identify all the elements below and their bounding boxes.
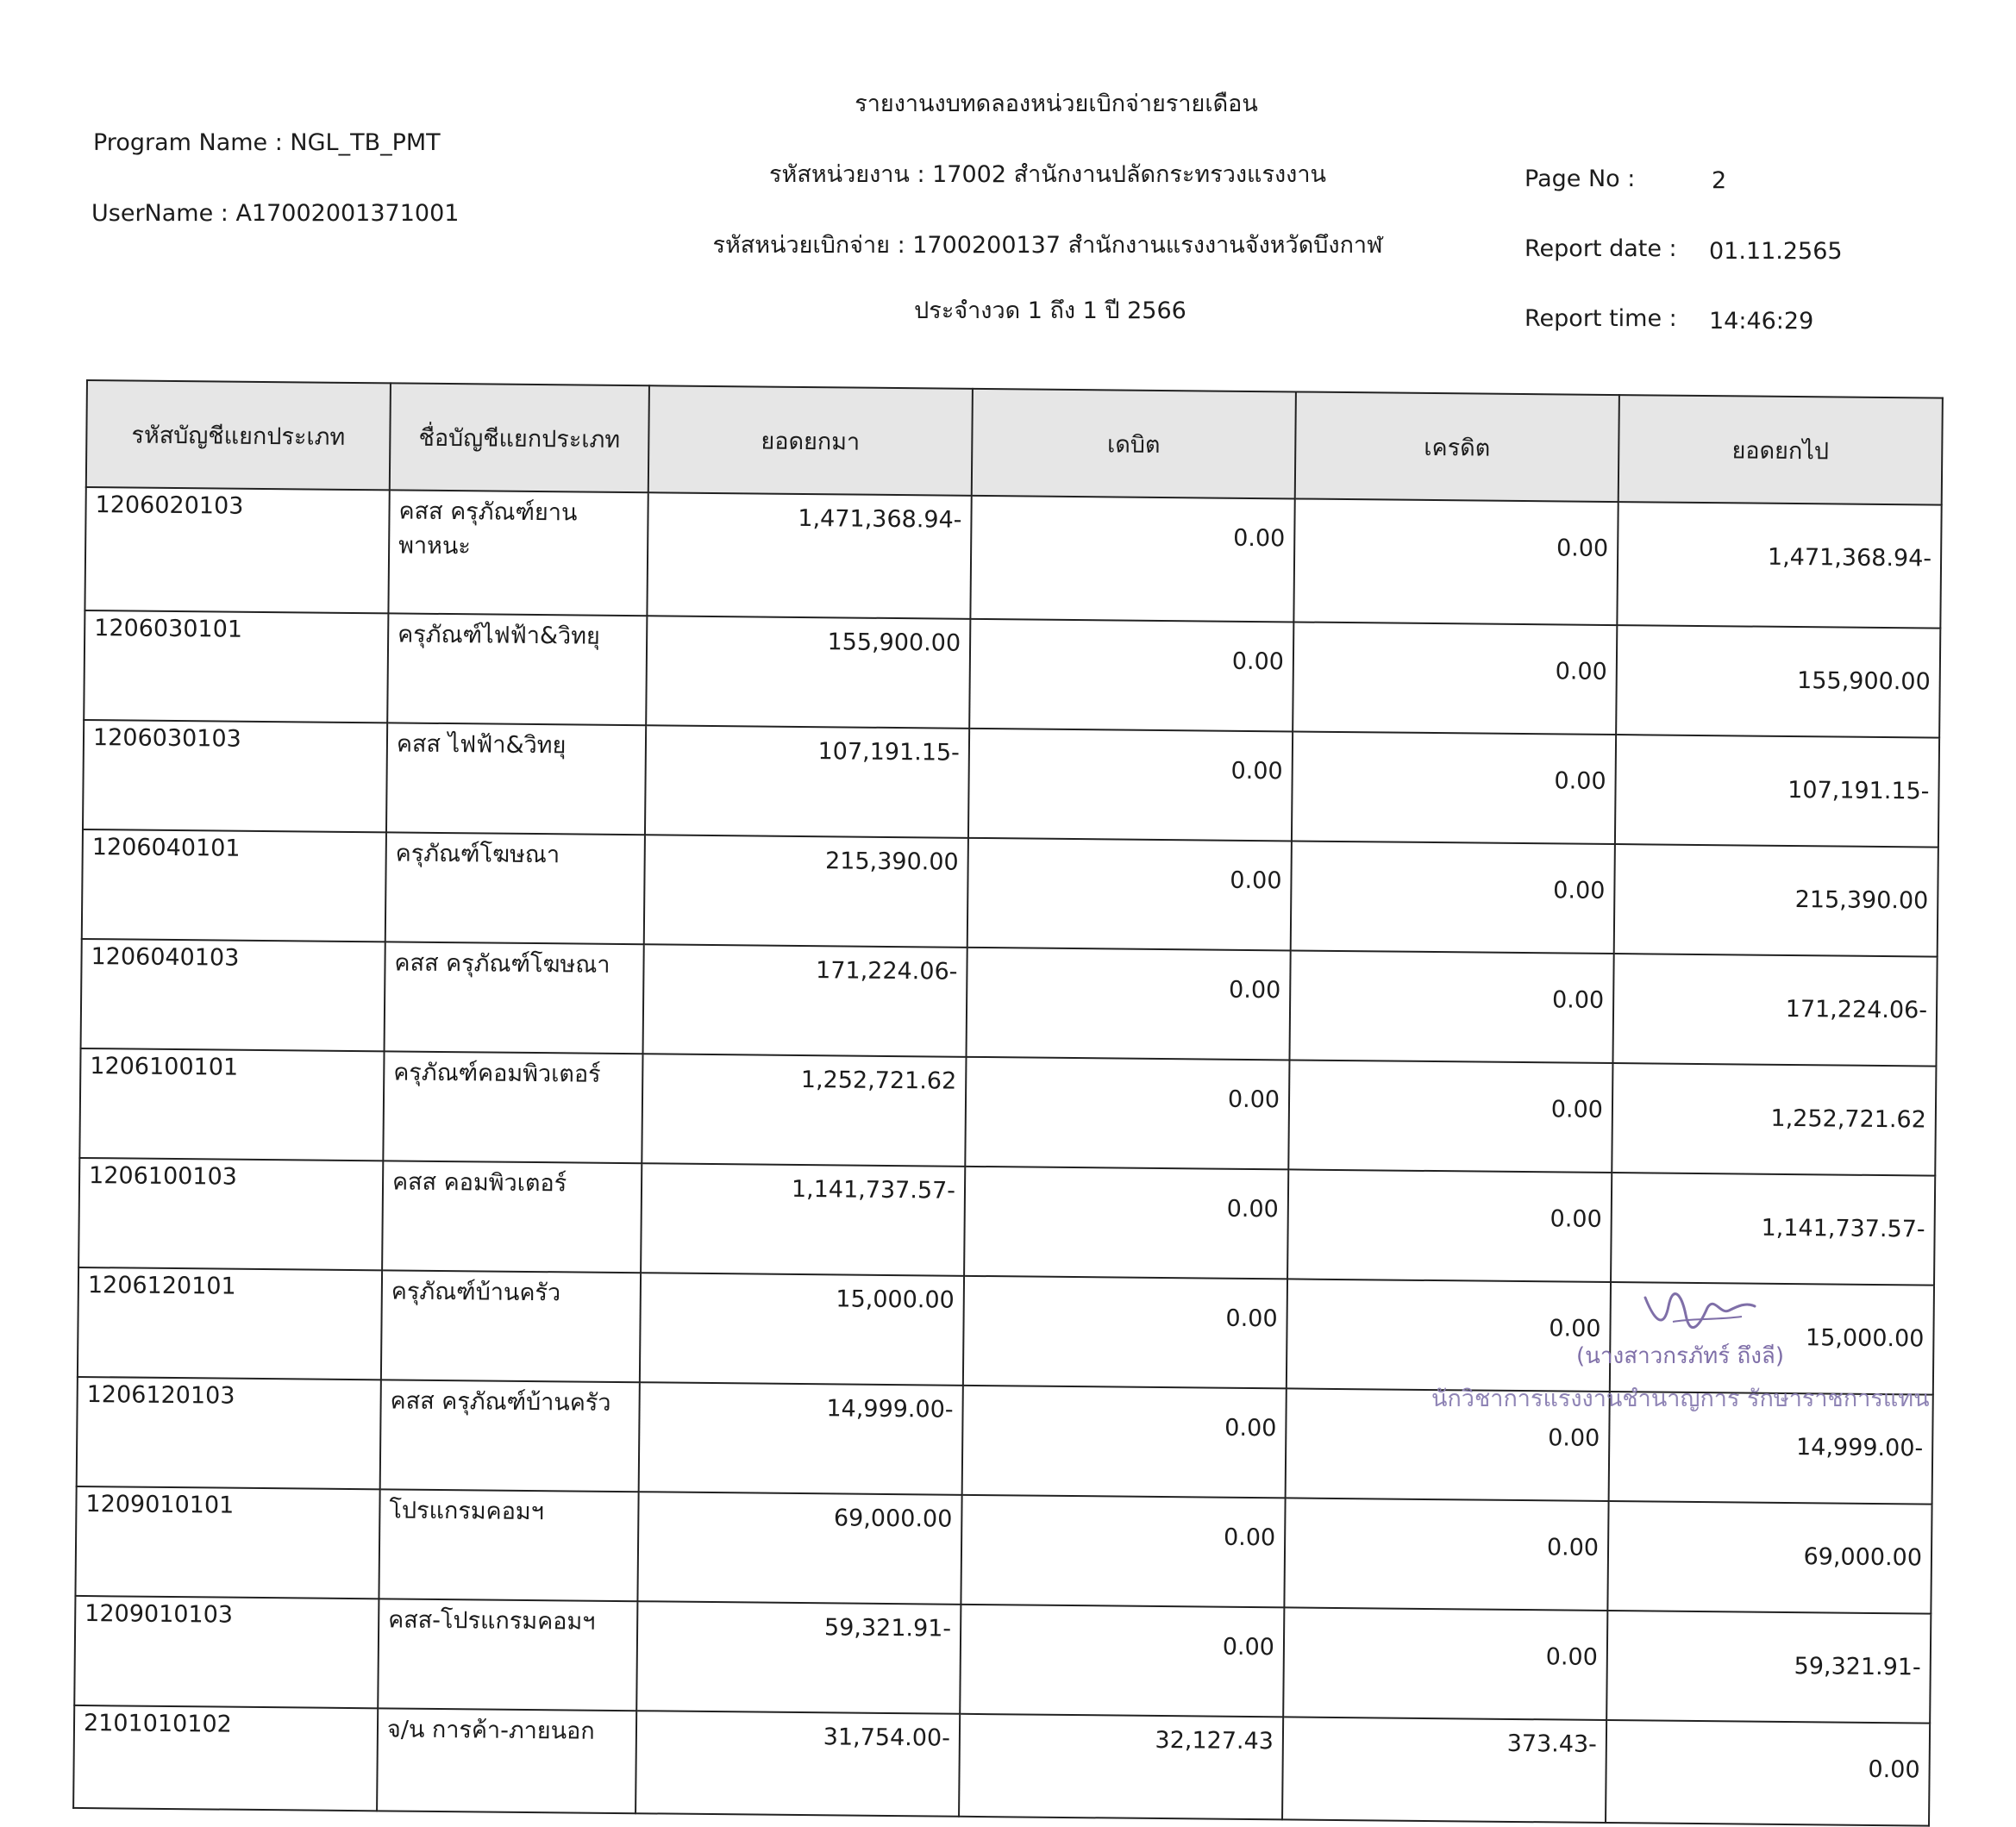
credit-amount: 0.00 bbox=[1286, 1388, 1610, 1501]
closing-balance: 215,390.00 bbox=[1614, 844, 1938, 957]
signatory-position: นักวิชาการแรงงานชำนาญการ รักษาราชการแทน bbox=[1431, 1386, 1930, 1412]
debit-amount: 0.00 bbox=[969, 619, 1293, 732]
table-row bbox=[83, 720, 1939, 848]
credit-amount: 0.00 bbox=[1283, 1607, 1607, 1720]
account-code: 1206030103 bbox=[83, 720, 387, 832]
trial-balance-table bbox=[72, 379, 1944, 1827]
disbursing-unit-line: รหัสหน่วยเบิกจ่าย : 1700200137 สำนักงานแรงงานจังหวัดบึงกาฬ bbox=[712, 232, 1383, 259]
table-row bbox=[73, 1705, 1930, 1826]
account-code: 1206100103 bbox=[78, 1158, 383, 1270]
table-header-row bbox=[86, 380, 1943, 505]
account-code: 1206120103 bbox=[77, 1377, 381, 1489]
account-name: คสส-โปรแกรมคอมฯ bbox=[378, 1599, 637, 1711]
closing-balance: 1,252,721.62 bbox=[1612, 1063, 1936, 1176]
table-row bbox=[84, 610, 1940, 738]
table-row bbox=[78, 1158, 1935, 1286]
handwritten-signature bbox=[1638, 1289, 1759, 1341]
account-code: 1206020103 bbox=[85, 487, 389, 613]
col-header-debit: เดบิต bbox=[972, 389, 1296, 499]
report-time-label: Report time : bbox=[1525, 305, 1677, 332]
opening-balance: 1,252,721.62 bbox=[642, 1054, 966, 1167]
debit-amount: 0.00 bbox=[961, 1495, 1285, 1608]
opening-balance: 59,321.91- bbox=[636, 1601, 961, 1714]
debit-amount: 0.00 bbox=[967, 948, 1291, 1061]
account-name: ครุภัณฑ์คอมพิวเตอร์ bbox=[383, 1051, 642, 1163]
report-date-label: Report date : bbox=[1525, 235, 1677, 262]
closing-balance: 155,900.00 bbox=[1616, 625, 1940, 738]
opening-balance: 155,900.00 bbox=[646, 616, 970, 729]
credit-amount: 0.00 bbox=[1287, 1169, 1612, 1282]
report-time-value: 14:46:29 bbox=[1709, 308, 1814, 335]
debit-amount: 0.00 bbox=[962, 1386, 1287, 1499]
opening-balance: 215,390.00 bbox=[644, 835, 968, 948]
period-line: ประจำงวด 1 ถึง 1 ปี 2566 bbox=[914, 297, 1186, 324]
report-title: รายงานงบทดลองหน่วยเบิกจ่ายรายเดือน bbox=[855, 91, 1258, 117]
credit-amount: 0.00 bbox=[1289, 950, 1613, 1063]
account-code: 1206120101 bbox=[78, 1267, 382, 1380]
debit-amount: 32,127.43 bbox=[959, 1714, 1283, 1820]
closing-balance: 1,471,368.94- bbox=[1617, 502, 1941, 629]
account-name: ครุภัณฑ์บ้านครัว bbox=[381, 1270, 641, 1382]
debit-amount: 0.00 bbox=[960, 1605, 1284, 1718]
account-name: คสส ไฟฟ้า&วิทยุ bbox=[386, 723, 646, 835]
opening-balance: 69,000.00 bbox=[637, 1492, 961, 1605]
agency-line: รหัสหน่วยงาน : 17002 สำนักงานปลัดกระทรวงแรงงาน bbox=[769, 161, 1326, 188]
page-no-label: Page No : bbox=[1525, 166, 1636, 192]
opening-balance: 107,191.15- bbox=[645, 725, 969, 838]
credit-amount: 373.43- bbox=[1282, 1717, 1606, 1823]
closing-balance: 59,321.91- bbox=[1606, 1611, 1931, 1724]
account-code: 1209010103 bbox=[74, 1596, 379, 1708]
table-row bbox=[81, 939, 1938, 1067]
table-row bbox=[85, 487, 1941, 629]
closing-balance: 0.00 bbox=[1606, 1720, 1930, 1826]
debit-amount: 0.00 bbox=[970, 496, 1294, 623]
table-row bbox=[79, 1048, 1936, 1176]
account-code: 1206100101 bbox=[79, 1048, 384, 1161]
closing-balance: 107,191.15- bbox=[1615, 735, 1939, 848]
col-header-account-code: รหัสบัญชีแยกประเภท bbox=[86, 380, 391, 490]
table-row bbox=[74, 1596, 1931, 1724]
opening-balance: 14,999.00- bbox=[639, 1382, 963, 1495]
account-name: จ/น การค้า-ภายนอก bbox=[377, 1708, 636, 1813]
account-name: คสส ครุภัณฑ์บ้านครัว bbox=[380, 1380, 640, 1492]
credit-amount: 0.00 bbox=[1287, 1279, 1611, 1392]
debit-amount: 0.00 bbox=[965, 1057, 1289, 1170]
user-name: UserName : A17002001371001 bbox=[91, 200, 460, 227]
account-name: ครุภัณฑ์โฆษณา bbox=[385, 832, 645, 944]
account-name: ครุภัณฑ์ไฟฟ้า&วิทยุ bbox=[387, 613, 647, 725]
account-code: 1206040101 bbox=[82, 829, 386, 942]
opening-balance: 171,224.06- bbox=[643, 944, 967, 1057]
credit-amount: 0.00 bbox=[1292, 731, 1616, 844]
account-code: 1206040103 bbox=[81, 939, 385, 1051]
debit-amount: 0.00 bbox=[968, 729, 1293, 842]
account-code: 2101010102 bbox=[73, 1705, 378, 1811]
debit-amount: 0.00 bbox=[967, 838, 1292, 951]
account-name: คสส คอมพิวเตอร์ bbox=[382, 1161, 642, 1273]
signatory-name: (นางสาวกรภัทร์ ถึงลี) bbox=[1576, 1343, 1785, 1369]
col-header-closing-balance: ยอดยกไป bbox=[1618, 395, 1943, 505]
closing-balance: 1,141,737.57- bbox=[1611, 1173, 1935, 1286]
program-name: Program Name : NGL_TB_PMT bbox=[93, 129, 441, 156]
debit-amount: 0.00 bbox=[963, 1276, 1287, 1389]
opening-balance: 1,141,737.57- bbox=[641, 1163, 965, 1276]
closing-balance: 69,000.00 bbox=[1607, 1501, 1931, 1614]
credit-amount: 0.00 bbox=[1288, 1060, 1612, 1173]
opening-balance: 31,754.00- bbox=[635, 1711, 960, 1817]
credit-amount: 0.00 bbox=[1293, 498, 1618, 625]
account-name: คสส ครุภัณฑ์โฆษณา bbox=[385, 942, 644, 1054]
credit-amount: 0.00 bbox=[1293, 622, 1617, 735]
page-no-value: 2 bbox=[1712, 167, 1727, 194]
account-name: คสส ครุภัณฑ์ยานพาหนะ bbox=[388, 490, 648, 616]
col-header-credit: เครดิต bbox=[1295, 391, 1619, 502]
closing-balance: 171,224.06- bbox=[1612, 954, 1937, 1067]
col-header-account-name: ชื่อบัญชีแยกประเภท bbox=[390, 383, 649, 492]
opening-balance: 1,471,368.94- bbox=[647, 492, 971, 619]
closing-balance: 14,999.00- bbox=[1609, 1392, 1933, 1505]
trial-balance-table-wrap bbox=[72, 379, 1944, 1827]
credit-amount: 0.00 bbox=[1284, 1498, 1608, 1611]
report-date-value: 01.11.2565 bbox=[1709, 238, 1843, 265]
opening-balance: 15,000.00 bbox=[640, 1273, 964, 1386]
debit-amount: 0.00 bbox=[964, 1167, 1288, 1280]
col-header-opening-balance: ยอดยกมา bbox=[648, 385, 973, 496]
table-row bbox=[82, 829, 1938, 957]
closing-balance: 15,000.00 bbox=[1610, 1282, 1934, 1395]
table-row bbox=[75, 1486, 1931, 1614]
credit-amount: 0.00 bbox=[1291, 841, 1615, 954]
account-code: 1209010101 bbox=[75, 1486, 379, 1599]
account-code: 1206030101 bbox=[84, 610, 388, 723]
account-name: โปรแกรมคอมฯ bbox=[379, 1489, 638, 1601]
